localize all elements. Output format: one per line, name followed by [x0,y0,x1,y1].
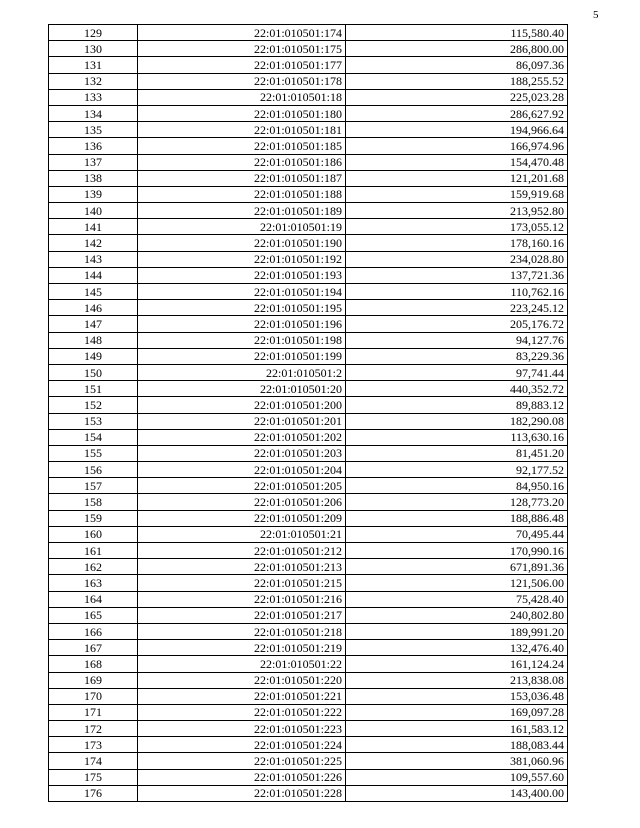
table-row [49,494,568,510]
cadastral-number-cell: 22:01:010501:215 [138,575,346,591]
cadastral-number-cell: 22:01:010501:223 [138,721,346,737]
cadastral-value-cell: 440,352.72 [346,381,568,397]
cadastral-value-cell: 113,630.16 [346,429,568,445]
cadastral-value-cell: 182,290.08 [346,413,568,429]
cadastral-number-cell: 22:01:010501:218 [138,623,346,639]
row-number-cell: 152 [49,397,138,413]
cadastral-number-cell: 22:01:010501:189 [138,203,346,219]
row-number-cell: 156 [49,462,138,478]
table-row [49,235,568,251]
table-row [49,73,568,89]
table-row [49,397,568,413]
row-number-cell: 129 [49,25,138,41]
row-number-cell: 155 [49,445,138,461]
row-number-cell: 164 [49,591,138,607]
cadastral-value-cell: 132,476.40 [346,640,568,656]
cadastral-value-cell: 109,557.60 [346,769,568,785]
row-number-cell: 133 [49,89,138,105]
cadastral-value-cell: 178,160.16 [346,235,568,251]
cadastral-number-cell: 22:01:010501:221 [138,688,346,704]
cadastral-number-cell: 22:01:010501:21 [138,526,346,542]
table-row [49,154,568,170]
row-number-cell: 151 [49,381,138,397]
cadastral-number-cell: 22:01:010501:200 [138,397,346,413]
cadastral-number-cell: 22:01:010501:196 [138,316,346,332]
cadastral-value-cell: 81,451.20 [346,445,568,461]
row-number-cell: 171 [49,704,138,720]
cadastral-number-cell: 22:01:010501:185 [138,138,346,154]
row-number-cell: 135 [49,122,138,138]
row-number-cell: 140 [49,203,138,219]
row-number-cell: 159 [49,510,138,526]
table-row [49,89,568,105]
row-number-cell: 131 [49,57,138,73]
cadastral-value-cell: 213,838.08 [346,672,568,688]
cadastral-value-cell: 170,990.16 [346,543,568,559]
page-number: 5 [593,9,599,21]
cadastral-value-cell: 137,721.36 [346,267,568,283]
cadastral-value-cell: 110,762.16 [346,284,568,300]
cadastral-value-cell: 115,580.40 [346,25,568,41]
row-number-cell: 163 [49,575,138,591]
cadastral-value-cell: 173,055.12 [346,219,568,235]
cadastral-value-cell: 234,028.80 [346,251,568,267]
row-number-cell: 134 [49,105,138,121]
cadastral-value-cell: 83,229.36 [346,348,568,364]
row-number-cell: 153 [49,413,138,429]
cadastral-value-cell: 84,950.16 [346,478,568,494]
table-row [49,381,568,397]
table-row [49,284,568,300]
table-row [49,526,568,542]
table-row [49,656,568,672]
table-row [49,575,568,591]
table-row [49,543,568,559]
cadastral-number-cell: 22:01:010501:203 [138,445,346,461]
row-number-cell: 166 [49,623,138,639]
cadastral-number-cell: 22:01:010501:209 [138,510,346,526]
cadastral-number-cell: 22:01:010501:195 [138,300,346,316]
cadastral-number-cell: 22:01:010501:216 [138,591,346,607]
cadastral-number-cell: 22:01:010501:22 [138,656,346,672]
row-number-cell: 142 [49,235,138,251]
row-number-cell: 139 [49,186,138,202]
cadastral-number-cell: 22:01:010501:188 [138,186,346,202]
cadastral-number-cell: 22:01:010501:19 [138,219,346,235]
row-number-cell: 165 [49,607,138,623]
table-row [49,769,568,785]
cadastral-number-cell: 22:01:010501:222 [138,704,346,720]
cadastral-value-cell: 121,201.68 [346,170,568,186]
table-row [49,41,568,57]
row-number-cell: 146 [49,300,138,316]
table-row [49,251,568,267]
row-number-cell: 147 [49,316,138,332]
table-row [49,170,568,186]
cadastral-value-table [48,24,568,802]
table-row [49,510,568,526]
cadastral-value-cell: 286,800.00 [346,41,568,57]
cadastral-value-cell: 671,891.36 [346,559,568,575]
table-row [49,122,568,138]
cadastral-value-cell: 143,400.00 [346,785,568,801]
cadastral-value-cell: 153,036.48 [346,688,568,704]
row-number-cell: 154 [49,429,138,445]
table-row [49,445,568,461]
row-number-cell: 157 [49,478,138,494]
cadastral-value-cell: 128,773.20 [346,494,568,510]
row-number-cell: 167 [49,640,138,656]
cadastral-value-cell: 213,952.80 [346,203,568,219]
cadastral-number-cell: 22:01:010501:202 [138,429,346,445]
table-row [49,753,568,769]
cadastral-number-cell: 22:01:010501:190 [138,235,346,251]
cadastral-number-cell: 22:01:010501:199 [138,348,346,364]
cadastral-number-cell: 22:01:010501:201 [138,413,346,429]
table-row [49,559,568,575]
cadastral-number-cell: 22:01:010501:225 [138,753,346,769]
cadastral-value-cell: 75,428.40 [346,591,568,607]
table-row [49,737,568,753]
table-row [49,332,568,348]
table-row [49,300,568,316]
table-row [49,186,568,202]
cadastral-value-cell: 205,176.72 [346,316,568,332]
cadastral-number-cell: 22:01:010501:18 [138,89,346,105]
cadastral-number-cell: 22:01:010501:226 [138,769,346,785]
cadastral-value-cell: 188,886.48 [346,510,568,526]
table-body [49,25,568,802]
cadastral-number-cell: 22:01:010501:217 [138,607,346,623]
cadastral-value-cell: 161,124.24 [346,656,568,672]
cadastral-value-cell: 89,883.12 [346,397,568,413]
table-row [49,203,568,219]
cadastral-value-cell: 97,741.44 [346,364,568,380]
cadastral-value-cell: 121,506.00 [346,575,568,591]
row-number-cell: 168 [49,656,138,672]
row-number-cell: 172 [49,721,138,737]
row-number-cell: 174 [49,753,138,769]
row-number-cell: 148 [49,332,138,348]
cadastral-number-cell: 22:01:010501:181 [138,122,346,138]
row-number-cell: 143 [49,251,138,267]
cadastral-number-cell: 22:01:010501:187 [138,170,346,186]
cadastral-value-cell: 188,083.44 [346,737,568,753]
cadastral-number-cell: 22:01:010501:220 [138,672,346,688]
row-number-cell: 175 [49,769,138,785]
cadastral-number-cell: 22:01:010501:177 [138,57,346,73]
cadastral-value-cell: 286,627.92 [346,105,568,121]
cadastral-number-cell: 22:01:010501:2 [138,364,346,380]
cadastral-number-cell: 22:01:010501:175 [138,41,346,57]
cadastral-value-cell: 189,991.20 [346,623,568,639]
cadastral-value-cell: 86,097.36 [346,57,568,73]
table-row [49,316,568,332]
cadastral-number-cell: 22:01:010501:224 [138,737,346,753]
table-row [49,219,568,235]
cadastral-value-cell: 70,495.44 [346,526,568,542]
table-row [49,721,568,737]
cadastral-value-cell: 225,023.28 [346,89,568,105]
cadastral-number-cell: 22:01:010501:20 [138,381,346,397]
cadastral-number-cell: 22:01:010501:228 [138,785,346,801]
row-number-cell: 141 [49,219,138,235]
row-number-cell: 158 [49,494,138,510]
table-row [49,607,568,623]
cadastral-value-cell: 92,177.52 [346,462,568,478]
table-row [49,785,568,801]
row-number-cell: 136 [49,138,138,154]
cadastral-value-cell: 159,919.68 [346,186,568,202]
table-row [49,591,568,607]
cadastral-value-cell: 240,802.80 [346,607,568,623]
table-row [49,413,568,429]
row-number-cell: 169 [49,672,138,688]
row-number-cell: 160 [49,526,138,542]
row-number-cell: 145 [49,284,138,300]
cadastral-number-cell: 22:01:010501:198 [138,332,346,348]
row-number-cell: 162 [49,559,138,575]
table-row [49,704,568,720]
cadastral-number-cell: 22:01:010501:192 [138,251,346,267]
row-number-cell: 176 [49,785,138,801]
cadastral-value-cell: 381,060.96 [346,753,568,769]
table-row [49,688,568,704]
row-number-cell: 149 [49,348,138,364]
row-number-cell: 170 [49,688,138,704]
cadastral-number-cell: 22:01:010501:178 [138,73,346,89]
cadastral-value-cell: 154,470.48 [346,154,568,170]
cadastral-value-cell: 169,097.28 [346,704,568,720]
table-row [49,57,568,73]
row-number-cell: 161 [49,543,138,559]
table-row [49,672,568,688]
row-number-cell: 137 [49,154,138,170]
row-number-cell: 173 [49,737,138,753]
cadastral-number-cell: 22:01:010501:205 [138,478,346,494]
table-row [49,640,568,656]
table-row [49,462,568,478]
row-number-cell: 150 [49,364,138,380]
table-row [49,348,568,364]
table-row [49,25,568,41]
cadastral-number-cell: 22:01:010501:186 [138,154,346,170]
cadastral-number-cell: 22:01:010501:180 [138,105,346,121]
cadastral-number-cell: 22:01:010501:194 [138,284,346,300]
cadastral-value-cell: 161,583.12 [346,721,568,737]
cadastral-value-cell: 194,966.64 [346,122,568,138]
table-row [49,138,568,154]
table-row [49,429,568,445]
row-number-cell: 132 [49,73,138,89]
table-row [49,364,568,380]
table-row [49,623,568,639]
row-number-cell: 144 [49,267,138,283]
table-row [49,267,568,283]
cadastral-number-cell: 22:01:010501:206 [138,494,346,510]
cadastral-number-cell: 22:01:010501:219 [138,640,346,656]
row-number-cell: 130 [49,41,138,57]
table-row [49,105,568,121]
cadastral-number-cell: 22:01:010501:204 [138,462,346,478]
cadastral-value-cell: 188,255.52 [346,73,568,89]
row-number-cell: 138 [49,170,138,186]
cadastral-value-cell: 166,974.96 [346,138,568,154]
cadastral-number-cell: 22:01:010501:213 [138,559,346,575]
cadastral-number-cell: 22:01:010501:193 [138,267,346,283]
cadastral-number-cell: 22:01:010501:212 [138,543,346,559]
cadastral-value-cell: 94,127.76 [346,332,568,348]
cadastral-number-cell: 22:01:010501:174 [138,25,346,41]
cadastral-value-cell: 223,245.12 [346,300,568,316]
table-row [49,478,568,494]
